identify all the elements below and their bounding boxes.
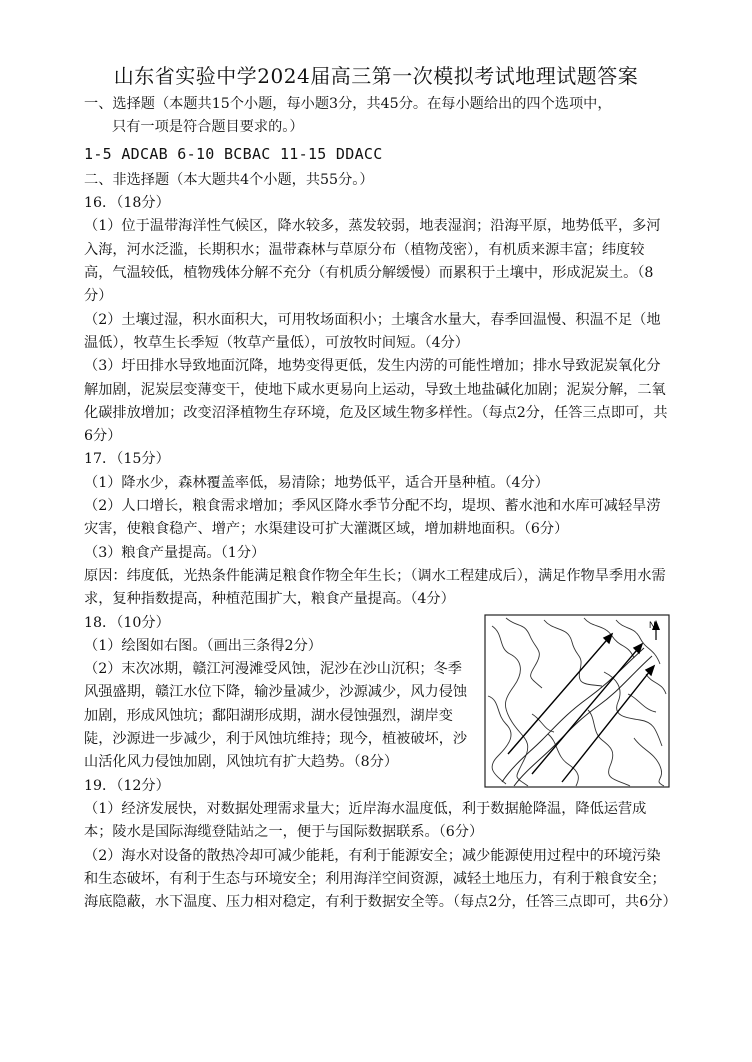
- q17-part3: （3）粮食产量提高。（1分）: [84, 544, 266, 561]
- q17-reason: 原因：纬度低，光热条件能满足粮食作物全年生长；（调水工程建成后），满足作物旱季用水需求，复种指数提高，种植范围扩大，粮食产量提高。（4分）: [84, 567, 666, 608]
- q18-part1: （1）绘图如右图。（画出三条得2分）: [84, 637, 322, 654]
- q19-number: 19．（12分）: [84, 777, 170, 794]
- q16-part2: （2）土壤过湿，积水面积大，可用牧场面积小；土壤含水量大，春季回温慢、积温不足（地温低），牧草生长季短（牧草产量低），可放牧时间短。（4分）: [84, 311, 661, 351]
- section1-heading: 一、选择题（本题共15个小题，每小题3分，共45分。在每小题给出的四个选项中，: [84, 96, 612, 112]
- map-drawing: [484, 614, 670, 788]
- page-title: 山东省实验中学2024届高三第一次模拟考试地理试题答案: [113, 64, 639, 88]
- q17-part2: （2）人口增长，粮食需求增加；季风区降水季节分配不均，堤坝、蓄水池和水库可减轻旱涝灾害，使粮食稳产、增产；水渠建设可扩大灌溉区域，增加耕地面积。（6分）: [84, 498, 661, 538]
- q18-block: [84, 612, 672, 775]
- q19-part2: （2）海水对设备的散热冷却可减少能耗，有利于能源安全；减少能源使用过程中的环境污染和生态破坏，有利于生态与环境安全；利用海洋空间资源，减轻土地压力，有利于粮食安全；海底隐蔽，水下温度、压力相对稳定，有利于数据安全等。（每点2分，任答三点即可，共6分）: [84, 847, 677, 911]
- q18-part2: （2）末次冰期，赣江河漫滩受风蚀，泥沙在沙山沉积；冬季风强盛期，赣江水位下降，输沙量减少，沙源减少，风力侵蚀加剧，形成风蚀坑；鄱阳湖形成期，湖水侵蚀强烈，湖岸变陡，沙源进一步减少，利于风蚀坑维持；现今，植被破坏，沙山活化风力侵蚀加剧，风蚀坑有扩大趋势。（8分）: [84, 661, 468, 771]
- q16-number: 16．（18分）: [84, 195, 170, 212]
- answer-content: [84, 93, 677, 914]
- section1-heading-continued: 只有一项是符合题目要求的。）: [112, 119, 304, 136]
- north-label: N: [649, 619, 656, 630]
- multiple-choice-answers: 1-5 ADCAB 6-10 BCBAC 11-15 DDACC: [84, 144, 383, 163]
- q18-number: 18．（10分）: [84, 614, 170, 631]
- q17-part1: （1）降水少，森林覆盖率低，易清除；地势低平，适合开垦种植。（4分）: [84, 474, 549, 491]
- q16-part1: （1）位于温带海洋性气候区，降水较多，蒸发较弱，地表湿润；沿海平原，地势低平，多河入海，河水泛滥，长期积水；温带森林与草原分布（植物茂密），有机质来源丰富；纬度较高，气温较低，植物残体分解不充分（有机质分解缓慢）而累积于土壤中，形成泥炭土。（8分）: [84, 218, 661, 305]
- q19-part1: （1）经济发展快，对数据处理需求量大；近岸海水温度低，利于数据舱降温，降低运营成本；陵水是国际海缆登陆站之一，便于与国际数据联系。（6分）: [84, 800, 647, 841]
- q18-text: [84, 612, 474, 775]
- q16-part3: （3）圩田排水导致地面沉降，地势变得更低，发生内涝的可能性增加；排水导致泥炭氧化分解加剧，泥炭层变薄变干，使地下咸水更易向上运动，导致土地盐碱化加剧；泥炭分解，二氧化碳排放增加；改变沼泽植物生存环境，危及区域生物多样性。（每点2分，任答三点即可，共6分）: [84, 358, 668, 445]
- wind-direction-map: [484, 614, 670, 788]
- section2-heading: 二、非选择题（本大题共4个小题，共55分。）: [84, 171, 374, 188]
- q17-number: 17．（15分）: [84, 451, 170, 468]
